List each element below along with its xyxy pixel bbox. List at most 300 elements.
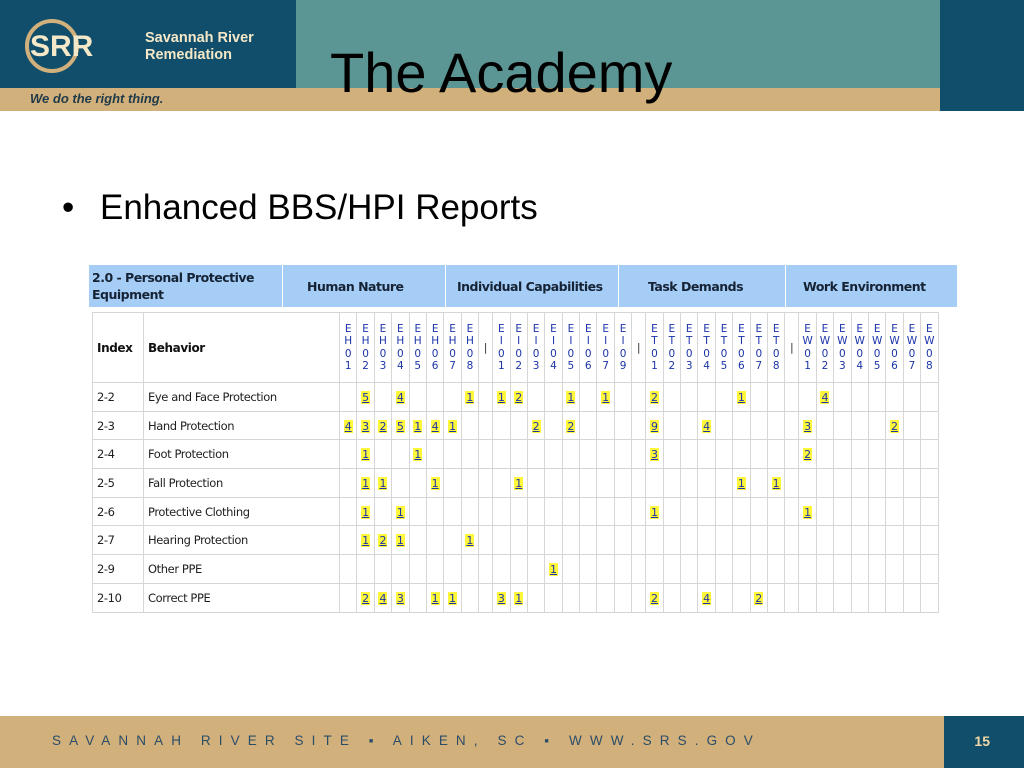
behavior-header: Behavior xyxy=(144,313,340,383)
count-cell xyxy=(527,411,544,440)
code-char: 0 xyxy=(344,347,352,360)
count-link[interactable]: 1 xyxy=(379,476,387,490)
count-link[interactable]: 4 xyxy=(703,591,711,605)
count-cell xyxy=(510,583,527,612)
count-cell xyxy=(750,469,767,498)
table-row xyxy=(93,526,939,555)
count-cell xyxy=(733,440,750,469)
count-cell xyxy=(715,440,732,469)
count-cell xyxy=(646,583,663,612)
count-link[interactable]: 1 xyxy=(396,534,404,548)
count-link[interactable]: 1 xyxy=(396,505,404,519)
count-link[interactable]: 9 xyxy=(650,419,658,433)
count-cell xyxy=(816,583,833,612)
table-header-row xyxy=(93,313,939,383)
count-cell xyxy=(868,469,885,498)
count-link[interactable]: 5 xyxy=(396,419,404,433)
count-cell xyxy=(799,526,816,555)
count-cell xyxy=(834,583,851,612)
count-cell xyxy=(562,526,579,555)
count-cell xyxy=(767,411,784,440)
count-cell xyxy=(510,469,527,498)
count-cell xyxy=(750,497,767,526)
count-cell xyxy=(444,411,461,440)
count-cell xyxy=(580,440,597,469)
count-cell xyxy=(681,469,698,498)
code-char: 5 xyxy=(873,360,881,372)
count-cell xyxy=(921,469,938,498)
count-cell xyxy=(663,497,680,526)
count-cell xyxy=(868,526,885,555)
count-cell xyxy=(493,440,510,469)
code-char: 1 xyxy=(344,360,352,372)
code-char: E xyxy=(414,322,422,335)
count-cell xyxy=(834,383,851,412)
count-cell xyxy=(357,383,374,412)
code-char: E xyxy=(532,322,540,335)
code-column-header xyxy=(698,313,715,383)
count-link[interactable]: 2 xyxy=(650,390,658,404)
code-char: 4 xyxy=(703,360,710,372)
count-link[interactable]: 1 xyxy=(362,505,370,519)
count-cell xyxy=(426,383,443,412)
code-char: 0 xyxy=(925,347,933,360)
count-cell xyxy=(785,526,799,555)
report-table xyxy=(92,312,939,613)
count-link[interactable]: 3 xyxy=(396,591,404,605)
count-cell xyxy=(426,526,443,555)
code-column-header xyxy=(715,313,732,383)
code-char: T xyxy=(772,335,780,347)
code-char: E xyxy=(651,322,658,335)
code-char: E xyxy=(668,322,676,335)
count-cell xyxy=(493,526,510,555)
row-index: 2-4 xyxy=(93,440,144,469)
code-char: 7 xyxy=(755,360,763,372)
code-char: 7 xyxy=(602,360,609,372)
count-cell xyxy=(409,469,426,498)
count-cell xyxy=(921,555,938,584)
code-char: 2 xyxy=(362,360,369,372)
row-index: 2-7 xyxy=(93,526,144,555)
table-row xyxy=(93,469,939,498)
count-cell xyxy=(392,526,409,555)
count-cell xyxy=(632,555,646,584)
count-cell xyxy=(698,526,715,555)
code-column-header xyxy=(493,313,510,383)
count-cell xyxy=(562,411,579,440)
count-cell xyxy=(733,469,750,498)
count-link[interactable]: 4 xyxy=(431,419,439,433)
count-cell xyxy=(851,555,868,584)
count-cell xyxy=(681,411,698,440)
count-link[interactable]: 1 xyxy=(466,534,474,548)
count-cell xyxy=(886,526,903,555)
count-cell xyxy=(340,440,357,469)
code-char: 3 xyxy=(532,360,540,372)
count-cell xyxy=(409,440,426,469)
count-link[interactable]: 1 xyxy=(414,419,422,433)
count-cell xyxy=(733,411,750,440)
report-title-line1: 2.0 - Personal Protective xyxy=(92,270,254,285)
code-char: T xyxy=(651,335,658,347)
count-cell xyxy=(614,411,631,440)
code-char: 6 xyxy=(584,360,592,372)
code-char: 0 xyxy=(362,347,369,360)
count-link[interactable]: 4 xyxy=(821,390,829,404)
code-char: 6 xyxy=(431,360,439,372)
code-char: 0 xyxy=(567,347,575,360)
count-cell xyxy=(698,583,715,612)
code-char: 9 xyxy=(619,360,627,372)
count-cell xyxy=(834,469,851,498)
count-cell xyxy=(562,583,579,612)
code-char: 0 xyxy=(497,347,505,360)
report-title-line2: Equipment xyxy=(92,287,164,302)
count-link[interactable]: 1 xyxy=(362,448,370,462)
code-column-header xyxy=(444,313,461,383)
count-cell xyxy=(903,526,920,555)
count-cell xyxy=(409,383,426,412)
code-char: 0 xyxy=(685,347,693,360)
code-char: 0 xyxy=(891,347,898,360)
count-cell xyxy=(340,555,357,584)
count-cell xyxy=(510,555,527,584)
code-char: H xyxy=(448,335,457,347)
table-row xyxy=(93,383,939,412)
count-link[interactable]: 1 xyxy=(449,419,457,433)
count-cell xyxy=(493,555,510,584)
count-cell xyxy=(461,469,478,498)
code-column-header xyxy=(562,313,579,383)
count-cell xyxy=(374,555,391,584)
count-link[interactable]: 4 xyxy=(396,390,404,404)
count-cell xyxy=(715,383,732,412)
code-char: 0 xyxy=(873,347,881,360)
code-char: W xyxy=(871,335,883,347)
count-link[interactable]: 2 xyxy=(379,534,387,548)
count-cell xyxy=(479,383,493,412)
bullet-item xyxy=(62,188,538,228)
code-char: 0 xyxy=(839,347,846,360)
count-cell xyxy=(886,440,903,469)
count-link[interactable]: 3 xyxy=(804,419,812,433)
count-cell xyxy=(886,411,903,440)
count-link[interactable]: 1 xyxy=(431,476,439,490)
count-link[interactable]: 1 xyxy=(549,562,557,576)
report-panel xyxy=(89,265,957,614)
count-cell xyxy=(614,583,631,612)
count-cell xyxy=(733,555,750,584)
count-link[interactable]: 2 xyxy=(379,419,387,433)
count-cell xyxy=(444,469,461,498)
count-cell xyxy=(816,383,833,412)
count-cell xyxy=(799,411,816,440)
count-cell xyxy=(409,583,426,612)
code-column-header xyxy=(409,313,426,383)
code-char: E xyxy=(925,322,933,335)
count-link[interactable]: 1 xyxy=(737,390,745,404)
page-number: 15 xyxy=(974,733,990,749)
count-cell xyxy=(816,526,833,555)
group-work-environment: Work Environment xyxy=(803,278,926,294)
count-link[interactable]: 2 xyxy=(650,591,658,605)
count-link[interactable]: 1 xyxy=(449,591,457,605)
count-cell xyxy=(767,383,784,412)
count-cell xyxy=(357,526,374,555)
count-link[interactable]: 4 xyxy=(344,419,352,433)
code-char: E xyxy=(515,322,523,335)
count-cell xyxy=(868,383,885,412)
code-char: I xyxy=(551,335,556,347)
count-cell xyxy=(562,555,579,584)
table-row xyxy=(93,497,939,526)
count-cell xyxy=(921,497,938,526)
count-cell xyxy=(614,497,631,526)
count-cell xyxy=(527,555,544,584)
count-link[interactable]: 3 xyxy=(650,448,658,462)
count-link[interactable]: 1 xyxy=(431,591,439,605)
count-link[interactable]: 1 xyxy=(515,476,523,490)
count-cell xyxy=(527,583,544,612)
count-link[interactable]: 2 xyxy=(755,591,763,605)
count-link[interactable]: 2 xyxy=(532,419,540,433)
count-cell xyxy=(614,469,631,498)
count-link[interactable]: 1 xyxy=(362,534,370,548)
count-cell xyxy=(799,555,816,584)
count-link[interactable]: 1 xyxy=(362,476,370,490)
count-link[interactable]: 2 xyxy=(804,448,812,462)
count-cell xyxy=(614,555,631,584)
count-cell xyxy=(733,383,750,412)
count-link[interactable]: 2 xyxy=(515,390,523,404)
code-char: 0 xyxy=(772,347,780,360)
count-cell xyxy=(834,497,851,526)
code-char: E xyxy=(856,322,864,335)
code-char: E xyxy=(619,322,627,335)
count-link[interactable]: 4 xyxy=(703,419,711,433)
table-row xyxy=(93,583,939,612)
count-cell xyxy=(479,583,493,612)
code-char: 4 xyxy=(397,360,404,372)
count-link[interactable]: 1 xyxy=(414,448,422,462)
count-cell xyxy=(632,583,646,612)
count-cell xyxy=(426,497,443,526)
count-cell xyxy=(597,469,614,498)
count-cell xyxy=(510,440,527,469)
count-cell xyxy=(479,555,493,584)
count-cell xyxy=(545,526,562,555)
table-row xyxy=(93,411,939,440)
code-char: T xyxy=(720,335,728,347)
code-column-header xyxy=(886,313,903,383)
count-link[interactable]: 1 xyxy=(466,390,474,404)
code-char: T xyxy=(755,335,762,347)
code-char: I xyxy=(534,335,538,347)
count-link[interactable]: 1 xyxy=(515,591,523,605)
count-link[interactable]: 1 xyxy=(737,476,745,490)
count-cell xyxy=(545,497,562,526)
count-cell xyxy=(851,469,868,498)
code-char: 0 xyxy=(668,347,676,360)
count-cell xyxy=(580,411,597,440)
count-link[interactable]: 4 xyxy=(379,591,387,605)
row-behavior: Eye and Face Protection xyxy=(144,383,340,412)
code-char: 0 xyxy=(651,347,658,360)
code-char: 2 xyxy=(515,360,523,372)
count-cell xyxy=(681,583,698,612)
count-cell xyxy=(799,497,816,526)
count-cell xyxy=(851,583,868,612)
count-cell xyxy=(527,469,544,498)
count-link[interactable]: 1 xyxy=(602,390,610,404)
count-cell xyxy=(597,555,614,584)
count-cell xyxy=(733,583,750,612)
company-name xyxy=(145,30,254,64)
count-link[interactable]: 1 xyxy=(804,505,812,519)
count-cell xyxy=(698,383,715,412)
count-cell xyxy=(785,497,799,526)
count-link[interactable]: 3 xyxy=(362,419,370,433)
code-char: 1 xyxy=(497,360,505,372)
code-char: 0 xyxy=(804,347,811,360)
count-link[interactable]: 2 xyxy=(891,419,899,433)
count-cell xyxy=(562,440,579,469)
count-cell xyxy=(479,440,493,469)
count-cell xyxy=(767,469,784,498)
code-char: T xyxy=(703,335,710,347)
code-char: 3 xyxy=(379,360,387,372)
count-cell xyxy=(340,526,357,555)
code-char: I xyxy=(569,335,573,347)
count-cell xyxy=(374,497,391,526)
code-char: W xyxy=(924,335,935,347)
code-char: I xyxy=(499,335,503,347)
count-cell xyxy=(851,526,868,555)
code-char: I xyxy=(621,335,625,347)
count-link[interactable]: 1 xyxy=(497,390,505,404)
code-char: 0 xyxy=(379,347,387,360)
count-cell xyxy=(479,411,493,440)
count-cell xyxy=(461,583,478,612)
count-cell xyxy=(357,411,374,440)
code-char: 0 xyxy=(720,347,728,360)
count-cell xyxy=(461,440,478,469)
code-char: E xyxy=(602,322,609,335)
code-char: E xyxy=(550,322,557,335)
count-cell xyxy=(510,497,527,526)
row-index: 2-10 xyxy=(93,583,144,612)
count-cell xyxy=(767,526,784,555)
count-cell xyxy=(681,497,698,526)
code-char: 6 xyxy=(891,360,898,372)
code-column-header xyxy=(357,313,374,383)
count-link[interactable]: 2 xyxy=(567,419,575,433)
count-cell xyxy=(903,469,920,498)
code-char: 0 xyxy=(515,347,523,360)
code-char: E xyxy=(821,322,829,335)
code-char: 0 xyxy=(821,347,829,360)
code-char: E xyxy=(703,322,710,335)
count-cell xyxy=(785,411,799,440)
count-link[interactable]: 5 xyxy=(362,390,370,404)
count-cell xyxy=(750,411,767,440)
row-index: 2-9 xyxy=(93,555,144,584)
code-char: 5 xyxy=(414,360,422,372)
code-char: H xyxy=(431,335,440,347)
count-cell xyxy=(392,411,409,440)
count-cell xyxy=(426,440,443,469)
count-cell xyxy=(903,411,920,440)
count-cell xyxy=(562,383,579,412)
count-cell xyxy=(663,440,680,469)
count-link[interactable]: 2 xyxy=(362,591,370,605)
code-char: E xyxy=(908,322,916,335)
count-cell xyxy=(681,383,698,412)
code-char: E xyxy=(584,322,592,335)
row-index: 2-6 xyxy=(93,497,144,526)
count-cell xyxy=(580,526,597,555)
code-column-header xyxy=(374,313,391,383)
count-link[interactable]: 1 xyxy=(650,505,658,519)
code-column-header xyxy=(767,313,784,383)
code-column-header xyxy=(527,313,544,383)
count-cell xyxy=(444,583,461,612)
count-link[interactable]: 1 xyxy=(567,390,575,404)
code-char: 1 xyxy=(651,360,658,372)
count-cell xyxy=(357,583,374,612)
row-index: 2-2 xyxy=(93,383,144,412)
count-cell xyxy=(461,383,478,412)
code-char: E xyxy=(362,322,369,335)
count-cell xyxy=(698,469,715,498)
count-cell xyxy=(374,440,391,469)
index-header: Index xyxy=(93,313,144,383)
bullet-icon: • xyxy=(62,188,75,227)
code-char: E xyxy=(873,322,881,335)
count-cell xyxy=(562,469,579,498)
count-cell xyxy=(340,411,357,440)
count-cell xyxy=(409,555,426,584)
count-cell xyxy=(785,555,799,584)
code-column-header xyxy=(426,313,443,383)
code-char: 8 xyxy=(466,360,474,372)
code-char: W xyxy=(854,335,865,347)
code-char: 2 xyxy=(668,360,676,372)
count-cell xyxy=(614,383,631,412)
count-cell xyxy=(510,383,527,412)
code-column-header xyxy=(799,313,816,383)
table-row xyxy=(93,440,939,469)
count-cell xyxy=(834,440,851,469)
code-char: H xyxy=(413,335,422,347)
count-cell xyxy=(921,583,938,612)
row-behavior: Correct PPE xyxy=(144,583,340,612)
company-name-line2: Remediation xyxy=(145,47,233,63)
count-link[interactable]: 3 xyxy=(497,591,505,605)
count-cell xyxy=(750,383,767,412)
code-char: 0 xyxy=(449,347,456,360)
count-cell xyxy=(580,497,597,526)
code-char: W xyxy=(819,335,831,347)
count-cell xyxy=(597,583,614,612)
count-link[interactable]: 1 xyxy=(772,476,780,490)
count-cell xyxy=(597,440,614,469)
code-char: E xyxy=(891,322,898,335)
count-cell xyxy=(767,440,784,469)
count-cell xyxy=(663,469,680,498)
row-index: 2-3 xyxy=(93,411,144,440)
